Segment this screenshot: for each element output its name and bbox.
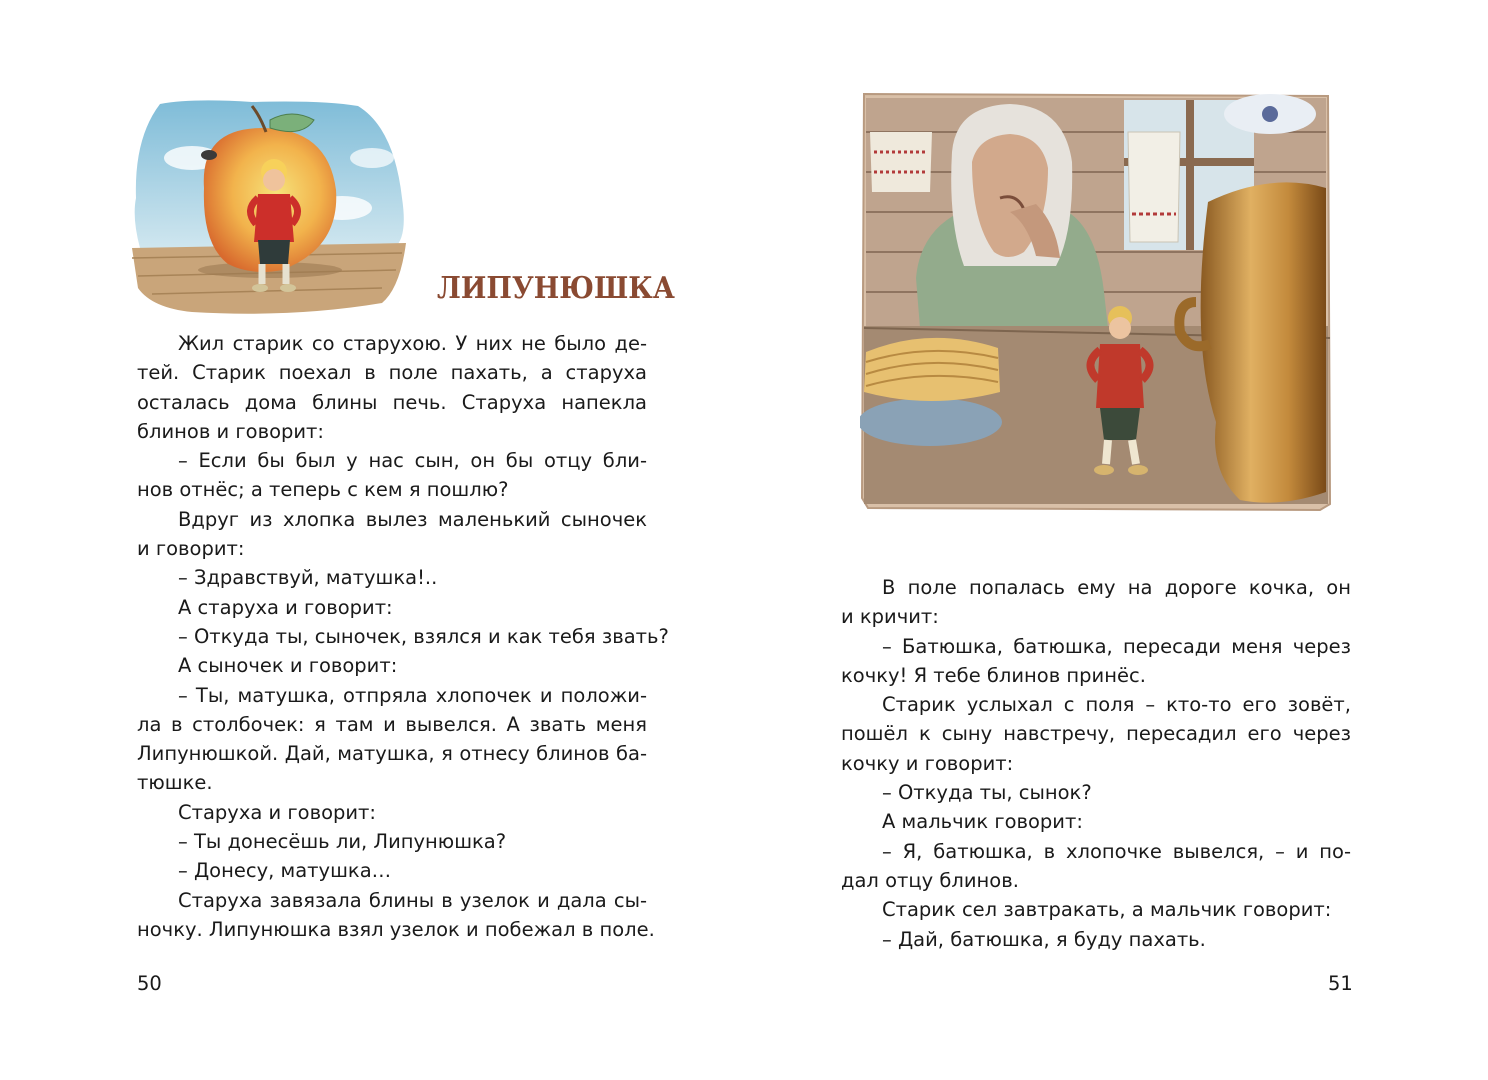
text-line: и говорит: [137,537,245,561]
text-line: – Я, батюшка, в хлопочке вывелся, – и по- [882,839,1351,863]
text-line: пошёл к сыну навстречу, пересадил его через [841,722,1351,746]
text-line: тюшке. [137,771,213,795]
text-line: – Здравствуй, матушка!.. [178,566,438,590]
text-line: тей. Старик поехал в поле пахать, а старуха [137,361,647,385]
text-line: и кричит: [841,605,939,629]
text-line: – Донесу, матушка… [178,859,392,883]
text-line: А сыночек и говорит: [178,654,398,678]
right-page [744,0,1488,1080]
page-number-left: 50 [137,972,162,995]
apple-boy-illustration [132,98,410,316]
text-line: А старуха и говорит: [178,595,393,619]
text-line: осталась дома блины печь. Старуха напекла [137,390,647,414]
text-line: Старуха и говорит: [178,800,376,824]
text-line: Старик сел завтракать, а мальчик говорит: [882,898,1332,922]
text-line: Липунюшкой. Дай, матушка, я отнесу блинов ба- [137,742,647,766]
page-number-right: 51 [1328,972,1353,995]
text-line: – Ты, матушка, отпряла хлопочек и положи- [178,683,647,707]
right-page-text [841,573,1351,954]
text-line: В поле попалась ему на дороге кочка, он [882,576,1351,599]
text-line: кочку и говорит: [841,751,1014,775]
text-line: – Откуда ты, сыночек, взялся и как тебя звать? [178,624,669,648]
text-line: – Дай, батюшка, я буду пахать. [882,927,1206,951]
text-line: кочку! Я тебе блинов принёс. [841,663,1146,687]
text-line: Вдруг из хлопка вылез маленький сыночек [178,507,647,531]
text-line: блинов и говорит: [137,419,324,443]
story-title: ЛИПУНЮШКА [437,271,675,306]
text-line: – Если бы был у нас сын, он бы отцу бли- [178,449,647,473]
text-line: дал отцу блинов. [841,868,1019,892]
text-line: – Откуда ты, сынок? [882,781,1092,805]
text-line: А мальчик говорит: [882,810,1083,834]
text-line: Старик услыхал с поля – кто-то его зовёт, [882,693,1351,717]
old-woman-boy-samovar-illustration [860,92,1332,512]
text-line: Старуха завязала блины в узелок и дала сы- [178,888,647,912]
left-page-text [137,329,669,944]
text-line: – Батюшка, батюшка, пересади меня через [882,634,1351,658]
text-line: Жил старик со старухою. У них не было де- [178,332,647,355]
text-line: – Ты донесёшь ли, Липунюшка? [178,830,507,854]
text-line: нов отнёс; а теперь с кем я пошлю? [137,478,509,502]
text-line: ла в столбочек: я там и вывелся. А звать меня [137,712,647,736]
text-line: ночку. Липунюшка взял узелок и побежал в поле. [137,917,655,941]
